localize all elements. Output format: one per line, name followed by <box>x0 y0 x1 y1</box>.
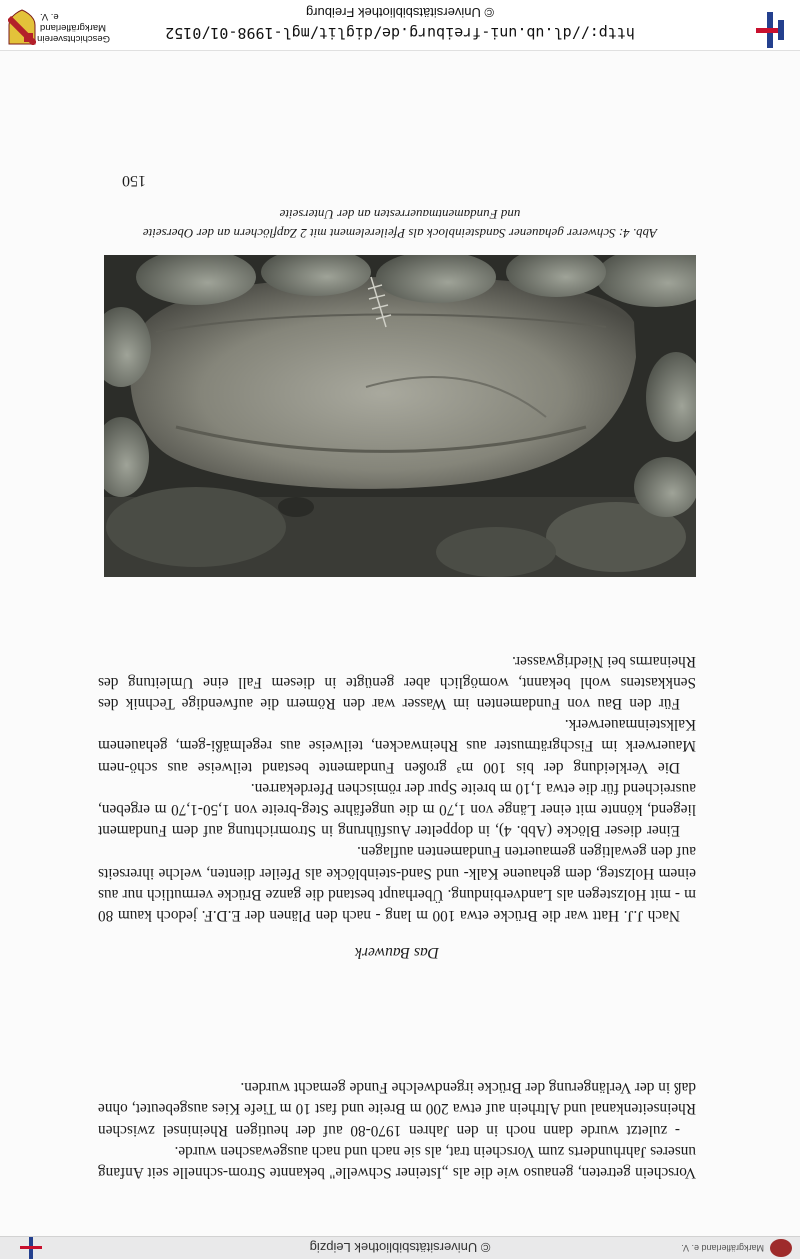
figure-caption <box>104 205 696 243</box>
text-block-1 <box>98 1077 696 1183</box>
section-heading: Das Bauwerk <box>355 944 439 961</box>
footer-publisher <box>37 11 110 44</box>
top-banner-copyright: © Universitätsbibliothek Leipzig <box>309 1240 491 1255</box>
ub-leipzig-logo-icon <box>18 1237 44 1259</box>
page-number: 150 <box>122 172 146 189</box>
paragraph: Für den Bau von Fundamenten im Wasser war den Römern die aufwendige Technik des Senkkastens wohl bekannt, womöglich aber genügte in diesem Fall eine Umleitung des Rheinarms bei Niedrigwasser. <box>98 652 696 712</box>
footer-banner <box>0 0 800 51</box>
paragraph: Einer dieser Blöcke (Abb. 4), in doppelter Ausführung in Stromrichtung auf dem Fundament liegend, könnte mit einer Länge von 1,70 m die ungefähre Steg-breite von 1,50-1,70 m ergeben, ausreichend für die etwa 1,10 m breite Spur der römischen Pferdekarren. <box>98 779 696 840</box>
paragraph: - zuletzt wurde dann noch in den Jahren 1970-80 auf der heutigen Rheininsel zwischen Rheinseitenkanal und Altrhein auf etwa 200 m Breite und fast 10 m Tiefe Kies ausgebeutet, ohne daß in der Verlängerung der Brücke irgendwelche Funde gemacht wurden. <box>98 1079 696 1139</box>
caption-line-1: Abb. 4: Schwerer gehauener Sandsteinblock als Pfeilerelement mit 2 Zapflöchern an der Oberseite <box>142 226 658 241</box>
geschichtsverein-crest-icon <box>8 9 36 45</box>
footer-copyright: © Universitätsbibliothek Freiburg <box>305 5 495 20</box>
permalink-url[interactable]: http://dl.ub.uni-freiburg.de/diglit/mgl-1998-01/0152 <box>165 24 635 42</box>
figure-photo <box>104 255 696 577</box>
caption-line-2: und Fundamentmauerresten an der Unterseite <box>279 207 521 222</box>
paragraph: Die Verkleidung der bis 100 m³ großen Fundamente bestand teilweise aus schö-nem Mauerwerk im Fischgrätmuster aus Rheinwacken, teilweise aus regelmäßi-gem, gehauenem Kalksteinmauerwerk. <box>98 716 696 776</box>
paragraph: Nach J.J. Hatt war die Brücke etwa 100 m lang - nach den Plänen der E.D.F. jedoch kaum 80 m - mit Holzstegen als Landverbindung. Überhaupt bestand die ganze Brücke vermutlich nur aus einem Holzsteg, dem gehauene Kalk- und Sand-steinblöcke als Pfeiler dienten, welche ihrerseits auf den gewaltigen gemauerten Fundamenten auflagen. <box>98 843 696 924</box>
publisher-line-2: Markgräflerland e. V. <box>40 11 106 33</box>
top-banner <box>0 1236 800 1259</box>
sandstone-block-photo <box>104 255 696 577</box>
publisher-line-1: Geschichtsverein <box>37 33 110 44</box>
text-block-2 <box>98 650 696 926</box>
top-banner-publisher: Markgräflerland e. V. <box>681 1243 764 1253</box>
paragraph: Vorschein getreten, genauso wie die als „Isteiner Schwelle" bekannte Strom-schnelle seit Anfang unseres Jahrhunderts zum Vorschein trat, als sie nach und nach ausgewaschen wurde. <box>98 1142 696 1181</box>
